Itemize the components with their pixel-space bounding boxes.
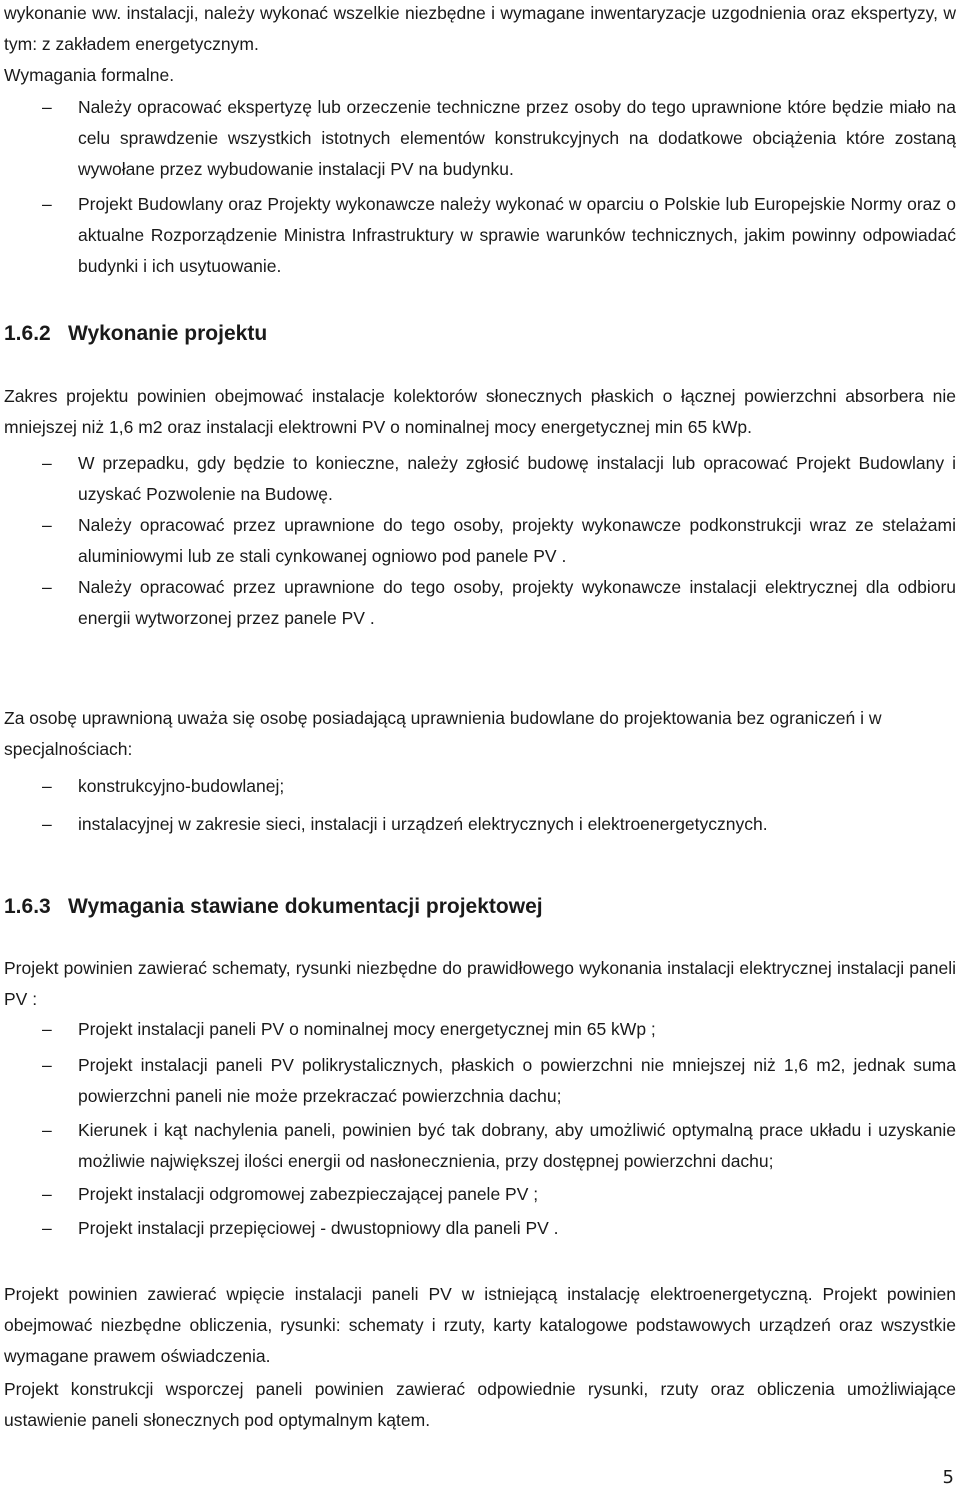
list-item-text: Projekt Budowlany oraz Projekty wykonawcze należy wykonać w oparciu o Polskie lub Europejskie Normy oraz o aktualne Rozporządzenie Ministra Infrastruktury w sprawie warunków technicznych, jakim powinny odpowiadać budynki i ich usytuowanie. xyxy=(78,194,956,276)
section-number: 1.6.2 xyxy=(4,322,51,345)
section-title: Wymagania stawiane dokumentacji projektowej xyxy=(68,895,543,918)
bullet-dash: – xyxy=(42,577,52,597)
bullet-dash: – xyxy=(42,1218,52,1238)
list-item-text: Projekt instalacji paneli PV o nominalnej mocy energetycznej min 65 kWp ; xyxy=(78,1019,656,1039)
section-heading-1-6-3 xyxy=(4,891,543,922)
authorized-person-paragraph: Za osobę uprawnioną uważa się osobę posiadającą uprawnienia budowlane do projektowania bez ograniczeń i w specjalnościach: xyxy=(4,708,882,759)
section-heading-1-6-2 xyxy=(4,318,267,349)
bullet-dash: – xyxy=(42,1184,52,1204)
support-structure-paragraph: Projekt konstrukcji wsporczej paneli powinien zawierać odpowiednie rysunki, rzuty oraz obliczenia umożliwiające ustawienie paneli słonecznych pod optymalnym kątem. xyxy=(4,1379,956,1430)
bullet-dash: – xyxy=(42,1120,52,1140)
formal-requirements-title: Wymagania formalne. xyxy=(4,65,175,85)
list-item-text: konstrukcyjno-budowlanej; xyxy=(78,776,285,796)
page-number: 5 xyxy=(942,1467,954,1488)
scope-paragraph: Zakres projektu powinien obejmować instalacje kolektorów słonecznych płaskich o łącznej powierzchni absorbera nie mniejszej niż 1,6 m2 oraz instalacji elektrowni PV o nominalnej mocy energetycznej min 65 kWp. xyxy=(4,386,956,437)
bullet-dash: – xyxy=(42,1019,52,1039)
bullet-dash: – xyxy=(42,814,52,834)
list-item-text: Kierunek i kąt nachylenia paneli, powinien być tak dobrany, aby umożliwić optymalną prace układu i uzyskanie możliwie największej ilości energii od nasłonecznienia, przy dostępnej powierzchni dachu; xyxy=(78,1120,956,1171)
section-number: 1.6.3 xyxy=(4,895,51,918)
list-item-text: Należy opracować przez uprawnione do tego osoby, projekty wykonawcze podkonstrukcji wraz ze stelażami aluminiowymi lub ze stali cynkowanej ogniowo pod panele PV . xyxy=(78,515,956,566)
section-title: Wykonanie projektu xyxy=(68,322,268,345)
bullet-dash: – xyxy=(42,453,52,473)
bullet-dash: – xyxy=(42,97,52,117)
bullet-dash: – xyxy=(42,776,52,796)
list-item-text: W przepadku, gdy będzie to konieczne, należy zgłosić budowę instalacji lub opracować Projekt Budowlany i uzyskać Pozwolenie na Budowę. xyxy=(78,453,956,504)
list-item-text: Należy opracować ekspertyzę lub orzeczenie techniczne przez osoby do tego uprawnione które będzie miało na celu sprawdzenie wszystkich istotnych elementów konstrukcyjnych na dodatkowe obciążenia które zostaną wywołane przez wybudowanie instalacji PV na budynku. xyxy=(78,97,956,179)
intro-paragraph: wykonanie ww. instalacji, należy wykonać wszelkie niezbędne i wymagane inwentaryzacje uzgodnienia oraz ekspertyzy, w tym: z zakładem energetycznym. xyxy=(4,3,956,54)
documentation-paragraph: Projekt powinien zawierać schematy, rysunki niezbędne do prawidłowego wykonania instalacji elektrycznej instalacji paneli PV : xyxy=(4,958,956,1009)
integration-paragraph: Projekt powinien zawierać wpięcie instalacji paneli PV w istniejącą instalację elektroenergetyczną. Projekt powinien obejmować niezbędne obliczenia, rysunki: schematy i rzuty, karty katalogowe podstawowych urządzeń oraz wszystkie wymagane prawem oświadczenia. xyxy=(4,1284,956,1366)
list-item-text: instalacyjnej w zakresie sieci, instalacji i urządzeń elektrycznych i elektroenergetycznych. xyxy=(78,814,768,834)
list-item-text: Projekt instalacji paneli PV polikrystalicznych, płaskich o powierzchni nie mniejszej niż 1,6 m2, jednak suma powierzchni paneli nie może przekraczać powierzchnia dachu; xyxy=(78,1055,956,1106)
list-item-text: Projekt instalacji przepięciowej - dwustopniowy dla paneli PV . xyxy=(78,1218,559,1238)
bullet-dash: – xyxy=(42,194,52,214)
bullet-dash: – xyxy=(42,1055,52,1075)
list-item-text: Projekt instalacji odgromowej zabezpieczającej panele PV ; xyxy=(78,1184,539,1204)
list-item-text: Należy opracować przez uprawnione do tego osoby, projekty wykonawcze instalacji elektrycznej dla odbioru energii wytworzonej przez panele PV . xyxy=(78,577,956,628)
bullet-dash: – xyxy=(42,515,52,535)
